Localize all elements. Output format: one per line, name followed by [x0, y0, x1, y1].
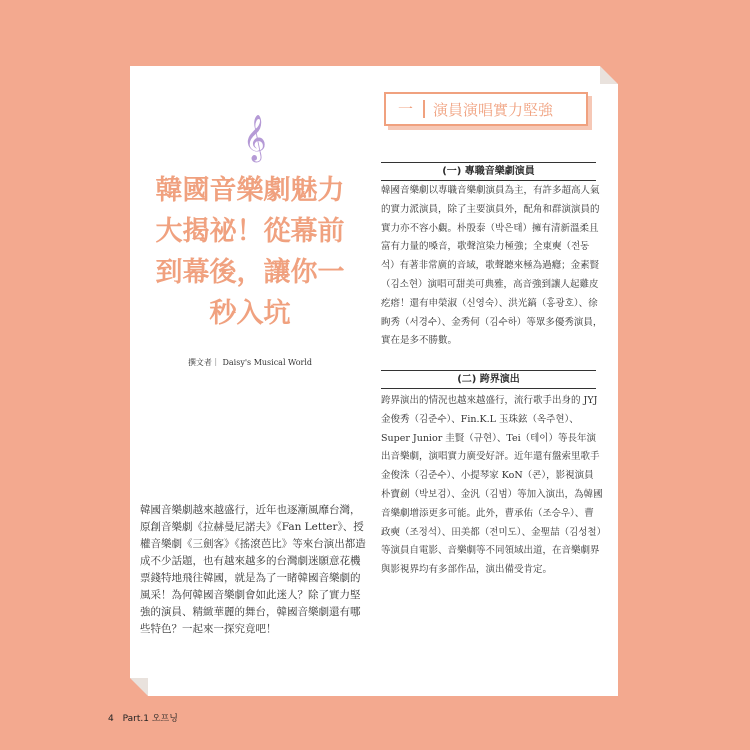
section-title: 演員演唱實力堅強 [433, 100, 554, 119]
title-line: 到幕後，讓你一 [155, 257, 345, 288]
subheading-2: (二) 跨界演出 [381, 370, 596, 389]
title-line: 韓國音樂劇魅力 [155, 175, 345, 206]
subheading-1: (一) 專職音樂劇演員 [381, 162, 596, 181]
part-label: Part.1 오프닝 [122, 714, 178, 724]
page-number: 4 [108, 714, 114, 724]
treble-clef-icon: 𝄞 [243, 115, 267, 161]
title-line: 秒入坑 [209, 298, 291, 329]
intro-paragraph: 韓國音樂劇越來越盛行，近年也逐漸風靡台灣，原創音樂劇《拉赫曼尼諾夫》《Fan Letter》、授權音樂劇《三劍客》《搖滾芭比》等來台演出都造成不少話題，也有越來越多的台灣劇迷願意花機票錢特地飛往韓國，就是為了一睹韓國音樂劇的風采！為何韓國音樂劇會如此迷人？除了實力堅強的演員、精緻華麗的舞台，韓國音樂劇還有哪些特色？一起來一探究竟吧！ [140, 504, 366, 635]
page-footer [108, 711, 184, 724]
author-byline: 撰文者｜ Daisy's Musical World [187, 358, 313, 367]
article-title [140, 170, 360, 334]
section-heading [384, 92, 588, 126]
section-number: 一 [386, 100, 425, 118]
title-line: 大揭祕！從幕前 [155, 216, 345, 247]
section-1-body: 韓國音樂劇以專職音樂劇演員為主，有許多超高人氣的實力派演員，除了主要演員外，配角和群演演員的實力亦不容小覷。朴殷泰（박은태）擁有清新溫柔且富有力量的嗓音，歌聲渲染力極強；全東奭（전동석）有著非常廣的音域，歌聲聽來極為過癮；金素賢（김소현）演唱可甜美可典雅，高音強到讓人起雞皮疙瘩！還有申榮淑（신영숙）、洪光鎬（홍광호）、徐眴秀（서경수）、金秀何（김수하）等眾多優秀演員，實在是多不勝數。 [381, 185, 603, 347]
page-fold-top-right [600, 66, 618, 84]
section-2-body: 跨界演出的情況也越來越盛行，流行歌手出身的 JYJ 金俊秀（김준수）、Fin.K.L 玉珠鉉（옥주현）、Super Junior 圭賢（규현）、Tei（테이）等長年演出音樂劇，演唱實力廣受好評。近年還有盤索里歌手金俊洙（김준수）、小提琴家 KoN（콘），影視演員朴寶劍（박보검）、金汎（김범）等加入演出，為韓國音樂劇增添更多可能。此外，曹承佑（조승우）、曹政奭（조정석）、田美都（전미도）、金聖喆（김성철）等演員自電影、音樂劇等不同領域出道，在音樂劇界與影視界均有多部作品，演出備受肯定。 [381, 395, 603, 576]
page-fold-bottom-left [130, 678, 148, 696]
